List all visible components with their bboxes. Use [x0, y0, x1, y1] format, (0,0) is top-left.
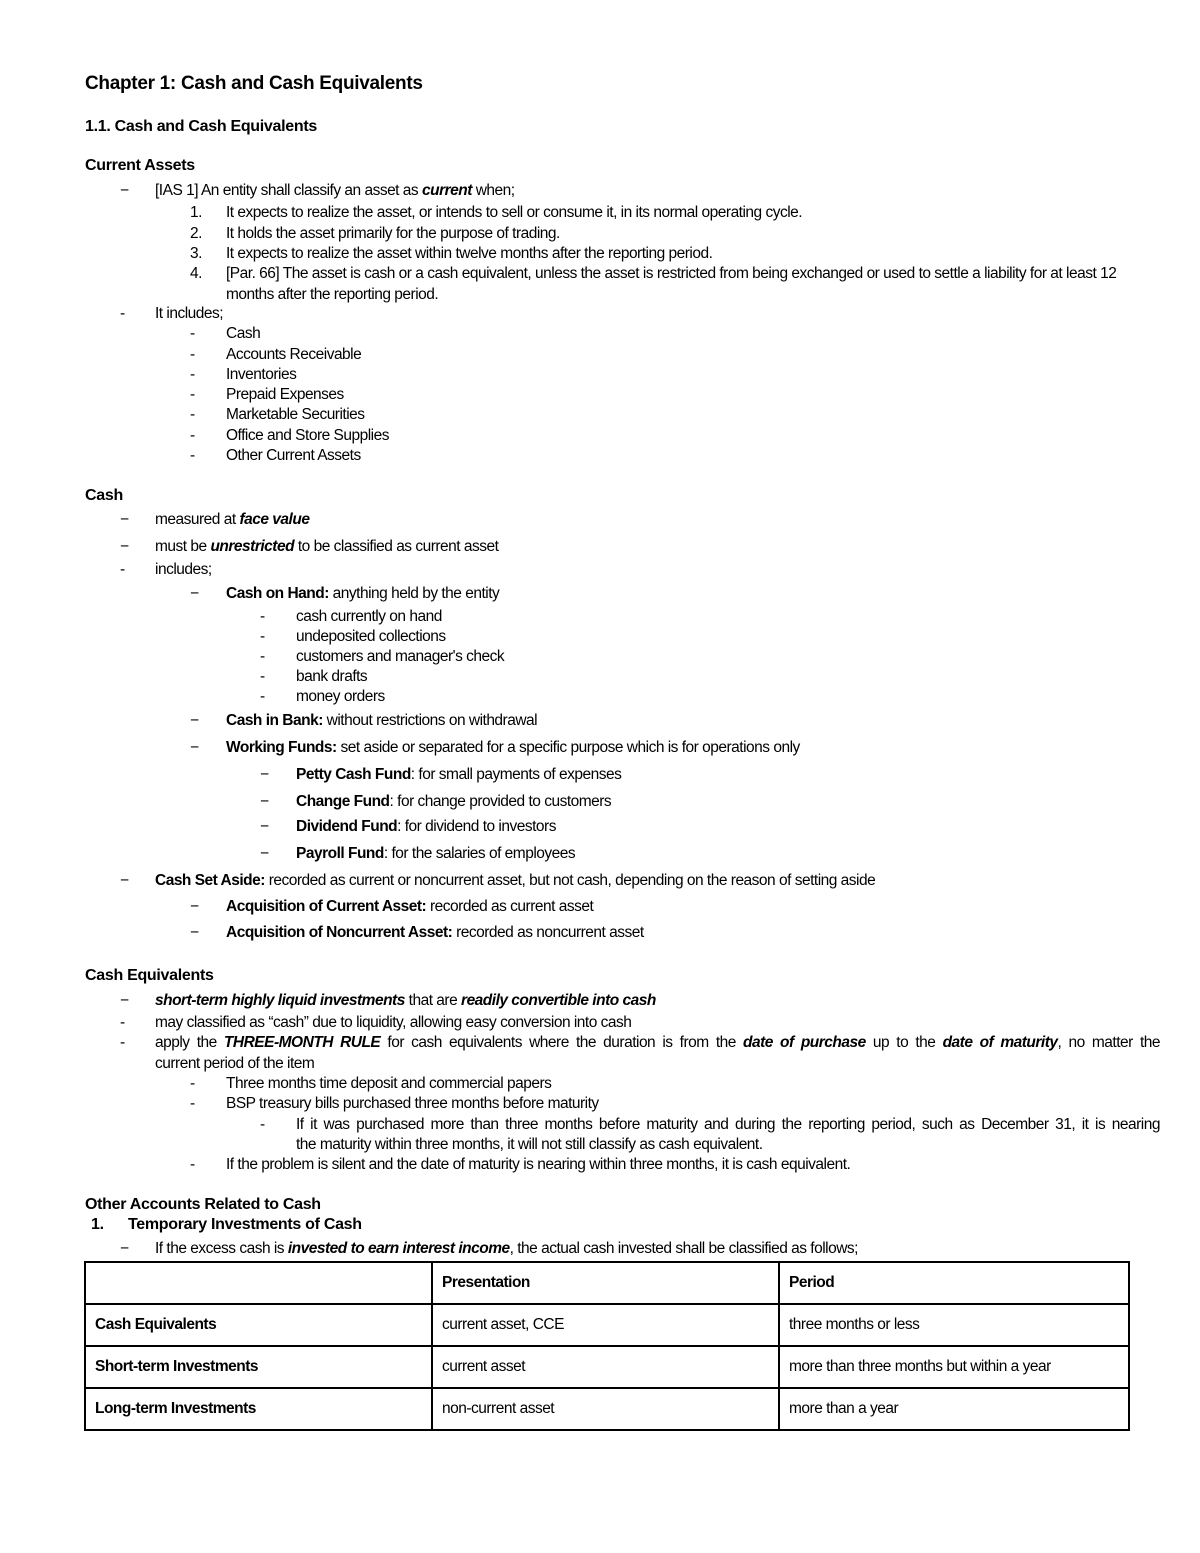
- table-cell: non-current asset: [432, 1388, 779, 1430]
- table-cell: Cash Equivalents: [85, 1304, 432, 1346]
- table-row: [85, 1388, 1129, 1430]
- table-cell: Short-term Investments: [85, 1346, 432, 1388]
- table-cell: current asset: [432, 1346, 779, 1388]
- table-row: [85, 1346, 1129, 1388]
- table-cell: more than a year: [779, 1388, 1129, 1430]
- document-page: Chapter 1: Cash and Cash Equivalents 1.1. Cash and Cash Equivalents Current Assets − [IAS 1] An entity shall classify an asset as current when; 1. It expects to realize the asset, or intends to sell or consume it, in its normal operating cycle. 2. It holds the asset primarily for the purpose of trading. 3. It expects to realize the asset within twelve months after the reporting period. 4. [Par. 66] The asset is cash or a cash equivalent, unless the asset is restricted from being exchanged or used to settle a liability for at least 12 months after the reporting period. - It includes; - Cash - Accounts Receivable - Inventories - Prepaid Expenses - Marketable Securities - Office and Store Supplies - Other Current Assets Cash − measured at face value − must be unrestricted to be classified as current asset - includes; − Cash on Hand: anything held by the entity - cash currently on hand - undeposited collections - customers and manager's check - bank drafts - money orders − Cash in Bank: without restrictions on withdrawal − Working Funds: set aside or separated for a specific purpose which is for operations only − Petty Cash Fund: for small payments of expenses − Change Fund: for change provided to customers − Dividend Fund: for dividend to investors − Payroll Fund: for the salaries of employees − Cash Set Aside: recorded as current or noncurrent asset, but not cash, depending on the reason of setting aside − Acquisition of Current Asset: recorded as current asset − Acquisition of Noncurrent Asset: recorded as noncurrent asset Cash Equivalents − short-term highly liquid investments that are readily convertible into cash - may classified as “cash” due to liquidity, allowing easy conversion into cash - apply the THREE-MONTH RULE for cash equivalents where the duration is from the date of purchase up to the date of maturity, no matter the current period of the item - Three months time deposit and commercial papers - BSP treasury bills purchased three months before maturity - If it was purchased more than three months before maturity and during the reporting period, such as December 31, it is nearing the maturity within three months, it will not still classify as cash equivalent. - If the problem is silent and the date of maturity is nearing within three months, it is cash equivalent. Other Accounts Related to Cash 1. Temporary Investments of Cash − If the excess cash is invested to earn interest income, the actual cash invested shall be classified as follows; Presentation Period Cash Equivalents current asset, CCE three months or less Short-term Investments current asset more than three months but within a year Long-term Investments non-current asset more than a year: [0, 0, 1200, 1553]
- table-header-cell: [85, 1262, 432, 1304]
- table-cell: three months or less: [779, 1304, 1129, 1346]
- table-cell: current asset, CCE: [432, 1304, 779, 1346]
- investment-classification-table: [84, 1261, 1130, 1431]
- table-row: [85, 1304, 1129, 1346]
- table-header-cell: Period: [779, 1262, 1129, 1304]
- table-header-row: [85, 1262, 1129, 1304]
- table-cell: Long-term Investments: [85, 1388, 432, 1430]
- table-header-cell: Presentation: [432, 1262, 779, 1304]
- table-cell: more than three months but within a year: [779, 1346, 1129, 1388]
